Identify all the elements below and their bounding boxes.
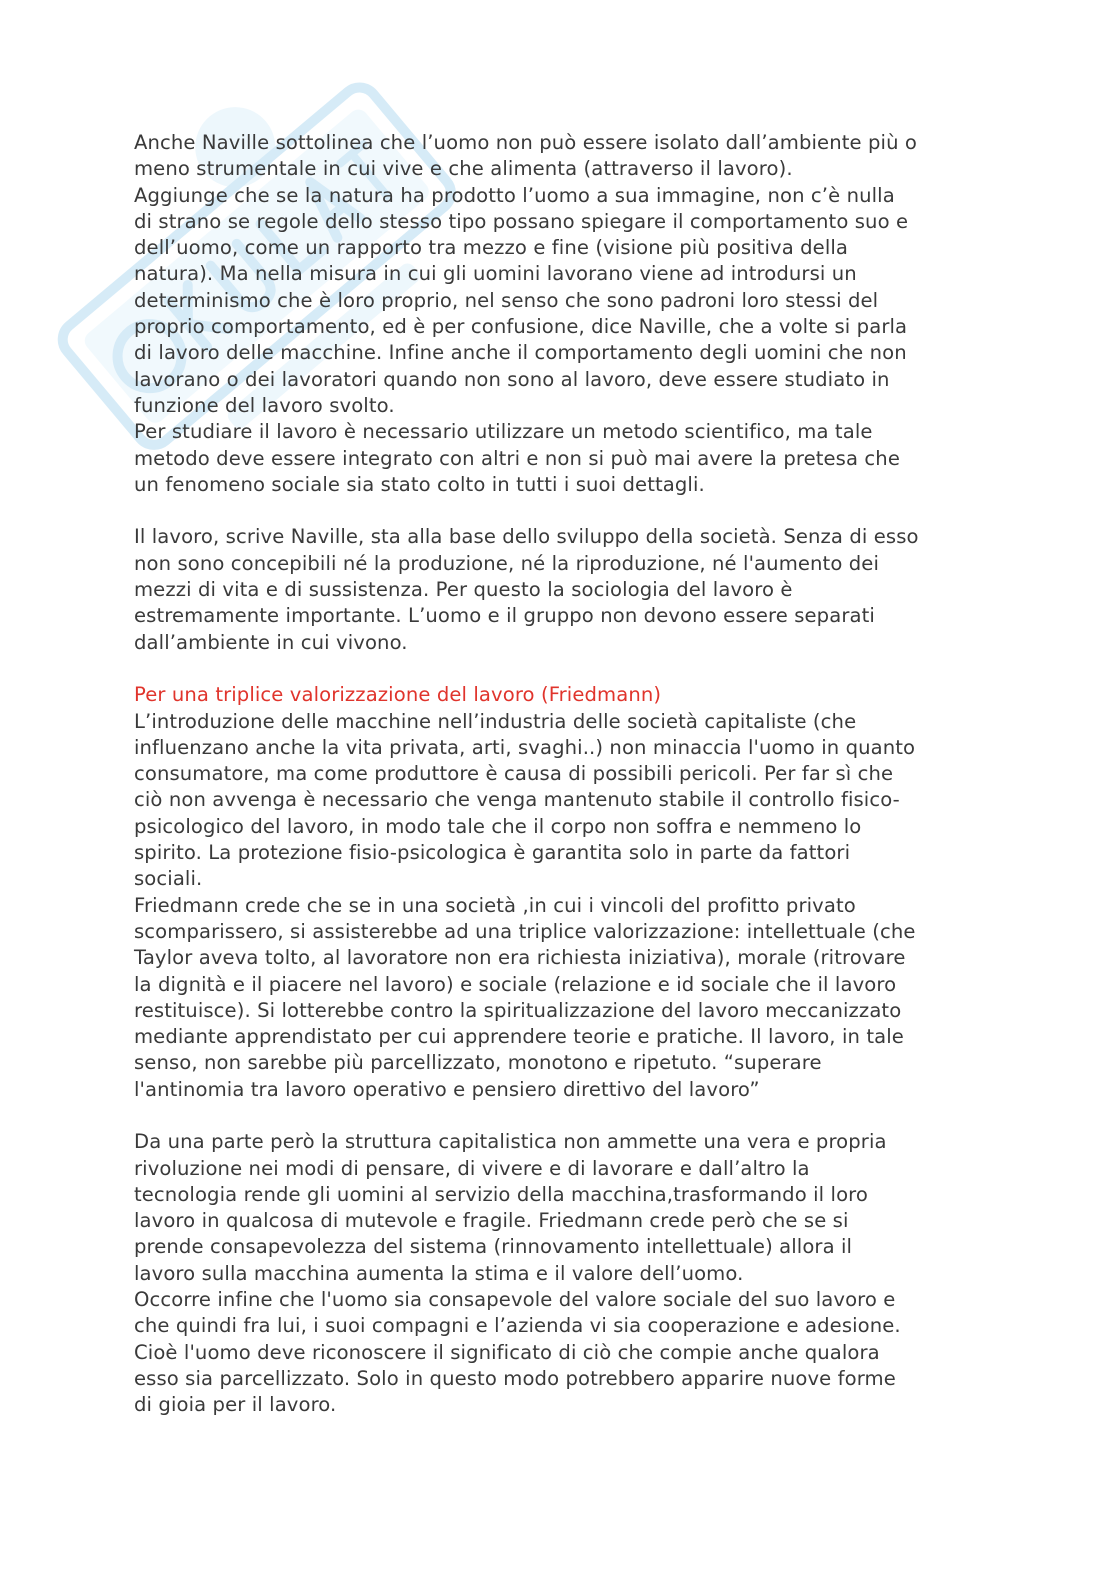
text-line: L’introduzione delle macchine nell’industria delle società capitaliste (che [134,709,857,733]
text-line: la dignità e il piacere nel lavoro) e sociale (relazione e id sociale che il lavoro [134,972,897,996]
text-line: esso sia parcellizzato. Solo in questo modo potrebbero apparire nuove forme [134,1366,896,1390]
text-line: mediante apprendistato per cui apprendere teorie e pratiche. Il lavoro, in tale [134,1025,904,1049]
text-line: senso, non sarebbe più parcellizzato, monotono e ripetuto. “superare [134,1051,822,1075]
text-line: l'antinomia tra lavoro operativo e pensiero direttivo del lavoro” [134,1077,760,1101]
text-line: ciò non avvenga è necessario che venga mantenuto stabile il controllo fisico- [134,788,900,812]
text-line: Occorre infine che l'uomo sia consapevole del valore sociale del suo lavoro e [134,1288,896,1312]
text-line: influenzano anche la vita privata, arti, svaghi..) non minaccia l'uomo in quanto [134,735,916,759]
text-line: metodo deve essere integrato con altri e non si può mai avere la pretesa che [134,446,900,470]
paragraph-friedmann-valorizzazione [134,709,994,1103]
text-line: tecnologia rende gli uomini al servizio della macchina,trasformando il loro [134,1182,868,1206]
text-line: determinismo che è loro proprio, nel senso che sono padroni loro stessi del [134,288,879,312]
text-line: non sono concepibili né la produzione, né la riproduzione, né l'aumento dei [134,551,879,575]
text-line: funzione del lavoro svolto. [134,393,395,417]
text-line: estremamente importante. L’uomo e il gruppo non devono essere separati [134,604,875,628]
text-line: Il lavoro, scrive Naville, sta alla base dello sviluppo della società. Senza di esso [134,525,919,549]
paragraph-spacer [134,656,994,682]
text-line: mezzi di vita e di sussistenza. Per questo la sociologia del lavoro è [134,578,793,602]
text-line: sociali. [134,867,203,891]
text-line: un fenomeno sociale sia stato colto in tutti i suoi dettagli. [134,472,705,496]
document-body [134,130,994,1419]
text-line: scomparissero, si assisterebbe ad una triplice valorizzazione: intellettuale (che [134,919,916,943]
text-line: lavorano o dei lavoratori quando non sono al lavoro, deve essere studiato in [134,367,890,391]
text-line: natura). Ma nella misura in cui gli uomini lavorano viene ad introdursi un [134,262,857,286]
text-line: Da una parte però la struttura capitalistica non ammette una vera e propria [134,1130,887,1154]
text-line: consumatore, ma come produttore è causa di possibili pericoli. Per far sì che [134,762,894,786]
text-line: di lavoro delle macchine. Infine anche il comportamento degli uomini che non [134,341,907,365]
text-line: dell’uomo, come un rapporto tra mezzo e fine (visione più positiva della [134,236,849,260]
text-line: proprio comportamento, ed è per confusione, dice Naville, che a volte si parla [134,315,908,339]
paragraph-struttura-capitalistica [134,1129,994,1418]
text-line: Friedmann crede che se in una società ,in cui i vincoli del profitto privato [134,893,856,917]
text-line: spirito. La protezione fisio-psicologica è garantita solo in parte da fattori [134,841,851,865]
text-line: meno strumentale in cui vive e che alimenta (attraverso il lavoro). [134,157,793,181]
text-line: dall’ambiente in cui vivono. [134,630,408,654]
text-line: prende consapevolezza del sistema (rinnovamento intellettuale) allora il [134,1235,853,1259]
text-line: rivoluzione nei modi di pensare, di vivere e di lavorare e dall’altro la [134,1156,810,1180]
text-line: psicologico del lavoro, in modo tale che il corpo non soffra e nemmeno lo [134,814,862,838]
text-line: lavoro in qualcosa di mutevole e fragile. Friedmann crede però che se si [134,1209,849,1233]
text-line: Aggiunge che se la natura ha prodotto l’uomo a sua immagine, non c’è nulla [134,183,895,207]
text-line: restituisce). Si lotterebbe contro la spiritualizzazione del lavoro meccanizzato [134,998,902,1022]
paragraph-spacer [134,498,994,524]
text-line: Taylor aveva tolto, al lavoratore non era richiesta iniziativa), morale (ritrovare [134,946,906,970]
text-line: Per studiare il lavoro è necessario utilizzare un metodo scientifico, ma tale [134,420,873,444]
section-heading: Per una triplice valorizzazione del lavoro (Friedmann) [134,683,662,707]
text-line: di gioia per il lavoro. [134,1393,337,1417]
paragraph-lavoro-base-societa [134,524,994,655]
paragraph-naville-ambiente [134,130,994,498]
text-line: Anche Naville sottolinea che l’uomo non può essere isolato dall’ambiente più o [134,131,918,154]
text-line: che quindi fra lui, i suoi compagni e l’azienda vi sia cooperazione e adesione. [134,1314,901,1338]
text-line: lavoro sulla macchina aumenta la stima e il valore dell’uomo. [134,1261,744,1285]
text-line: Cioè l'uomo deve riconoscere il significato di ciò che compie anche qualora [134,1340,880,1364]
paragraph-spacer [134,1103,994,1129]
text-line: di strano se regole dello stesso tipo possano spiegare il comportamento suo e [134,209,909,233]
